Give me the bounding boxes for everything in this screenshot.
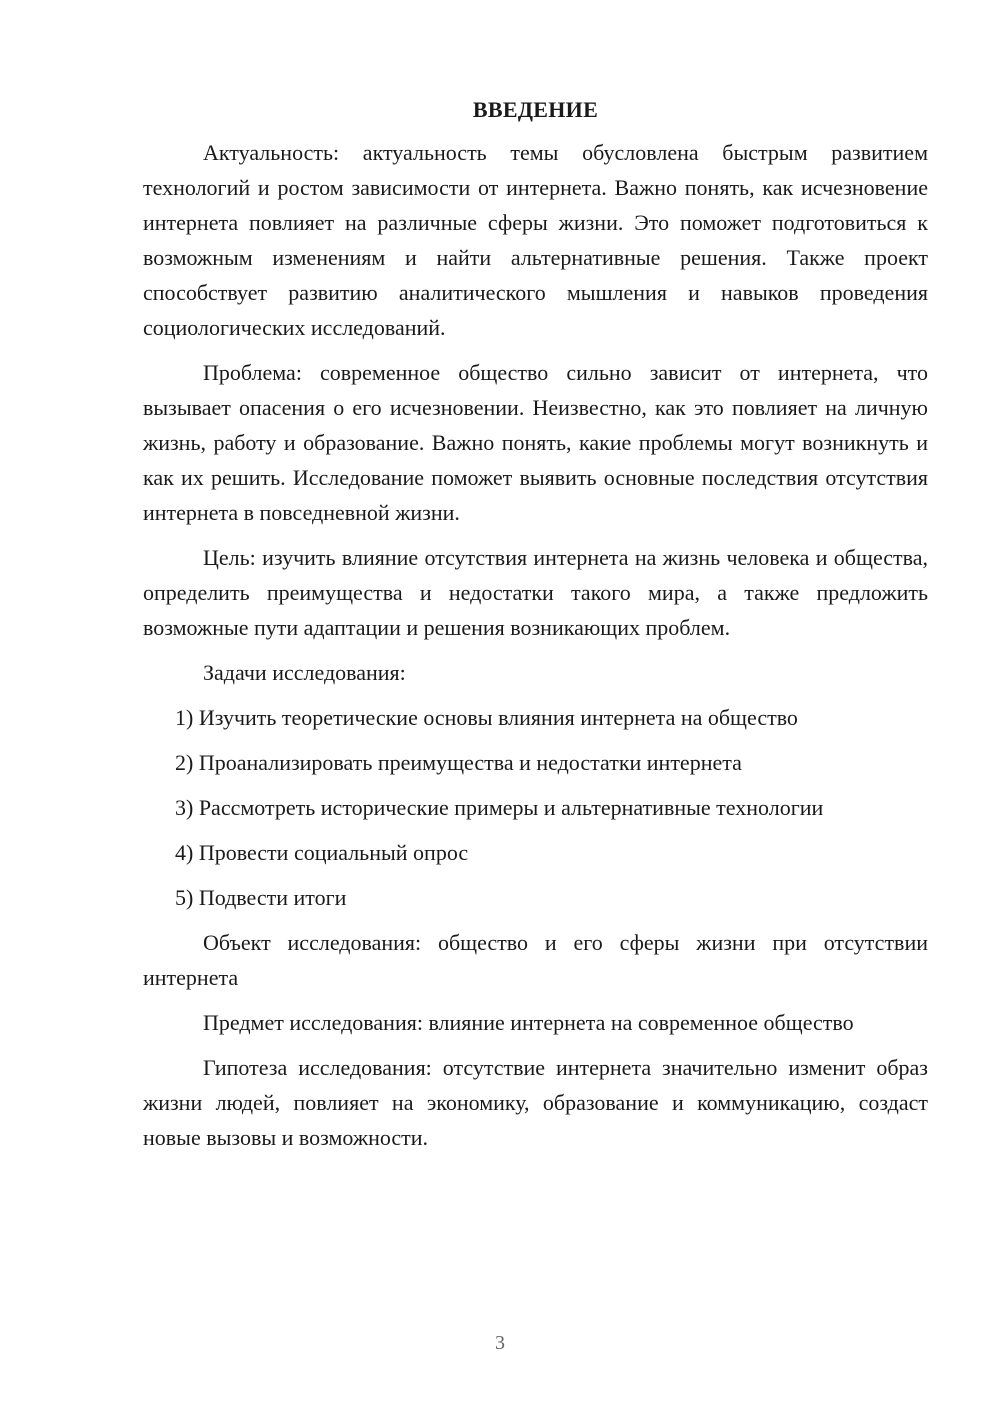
task-item: 1) Изучить теоретические основы влияния интернета на общество: [175, 705, 798, 730]
relevance-paragraph: Актуальность: актуальность темы обусловлена быстрым развитием технологий и ростом зависимости от интернета. Важно понять, как исчезновение интернета повлияет на различные сферы жизни. Это поможет подготовиться к возможным изменениям и найти альтернативные решения. Также проект способствует развитию аналитического мышления и навыков проведения социологических исследований.: [143, 140, 928, 340]
page-number: 3: [495, 1332, 505, 1354]
document-page: [143, 92, 928, 1155]
object-paragraph: Объект исследования: общество и его сферы жизни при отсутствии интернета: [143, 930, 928, 990]
task-item: 5) Подвести итоги: [175, 885, 347, 910]
goal-paragraph: Цель: изучить влияние отсутствия интернета на жизнь человека и общества, определить преимущества и недостатки такого мира, а также предложить возможные пути адаптации и решения возникающих проблем.: [143, 545, 928, 640]
problem-paragraph: Проблема: современное общество сильно зависит от интернета, что вызывает опасения о его исчезновении. Неизвестно, как это повлияет на личную жизнь, работу и образование. Важно понять, какие проблемы могут возникнуть и как их решить. Исследование поможет выявить основные последствия отсутствия интернета в повседневной жизни.: [143, 360, 928, 525]
subject-paragraph: Предмет исследования: влияние интернета на современное общество: [203, 1010, 854, 1035]
hypothesis-paragraph: Гипотеза исследования: отсутствие интернета значительно изменит образ жизни людей, повлияет на экономику, образование и коммуникацию, создаст новые вызовы и возможности.: [143, 1055, 928, 1150]
task-item: 4) Провести социальный опрос: [175, 840, 469, 865]
task-item: 2) Проанализировать преимущества и недостатки интернета: [175, 750, 742, 775]
tasks-heading: Задачи исследования:: [203, 660, 406, 685]
page-title: ВВЕДЕНИЕ: [472, 97, 599, 122]
task-item: 3) Рассмотреть исторические примеры и альтернативные технологии: [175, 795, 824, 820]
